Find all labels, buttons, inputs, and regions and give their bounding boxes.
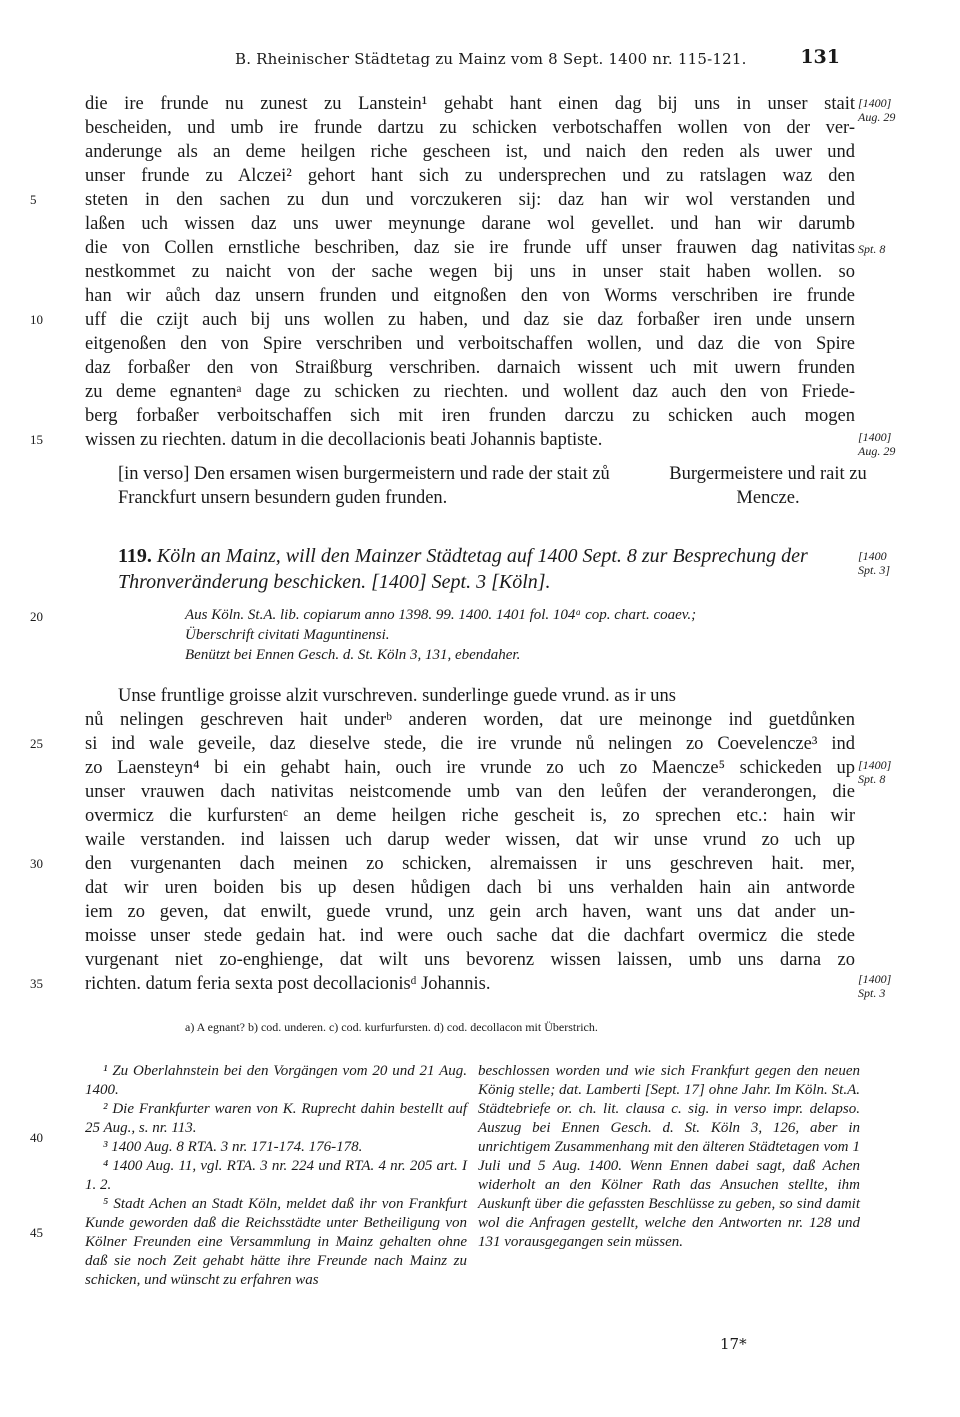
text-line: vurgenant niet zo-enghienge, dat wilt uns bevorenz wissen laissen, umb uns darna zo bbox=[85, 950, 855, 970]
address-sender: Burgermeistere und rait zu Mencze. bbox=[669, 464, 867, 508]
text-line: den vurgenanten dach meinen zo schicken, alremaissen ir uns geschreven hait. mer, bbox=[85, 854, 855, 874]
line-number: 20 bbox=[30, 609, 43, 624]
text-line: nestkommet zu naicht von der sache wegen bij uns in unser stait haben wollen. so bbox=[85, 262, 855, 282]
footnote: ⁵ Stadt Achen an Stadt Köln, meldet daß ihr von Frankfurt Kunde geworden daß die Reichsstädte unter Betheiligung von Kölner Freunden eine Versammlung in Mainz gehalten ohne daß sie noch Zeit gehabt hätte ihre Freunde nach Mainz zu schicken, und wünscht zu erfahren was bbox=[85, 1196, 467, 1288]
text-line: moisse unser stede gedain hat. ind were ouch sache dat die dachfart overmicz die stede bbox=[85, 926, 855, 946]
text-line: zo Laensteyn⁴ bi ein gehabt hain, ouch ire vrunde zo uch zo Maencze⁵ schickeden up bbox=[85, 758, 855, 778]
document-regest bbox=[118, 543, 858, 595]
critical-apparatus: a) A egnant? b) cod. underen. c) cod. kurfurfursten. d) cod. decollacon mit Überstrich. bbox=[185, 1020, 598, 1034]
text-line: nů nelingen geschreven hait underᵇ anderen worden, dat ure meinonge ind guetdůnken bbox=[85, 710, 855, 730]
margin-date: [1400] Aug. 29 bbox=[858, 96, 896, 124]
text-line: waile verstanden. ind laissen uch darup weder wissen, dat wir unse vrund zo uch up bbox=[85, 830, 855, 850]
text-line: die ire frunde nu zunest zu Lanstein¹ gehabt hant einen dag bij uns in unser stait bbox=[85, 94, 855, 114]
text-line: bescheiden, und umb ire frunde dartzu zu schicken verbotschaffen wollen von der ver- bbox=[85, 118, 855, 138]
text-line: zu deme egnantenᵃ dage zu schicken zu riechten. und wollent daz auch den von Friede- bbox=[85, 382, 855, 402]
footnotes-right-column bbox=[478, 1062, 860, 1252]
text-line: uff die czijt auch bij uns wollen zu haben, und daz sie daz forbaßer iren unde unsern bbox=[85, 310, 855, 330]
margin-date: [1400 Spt. 3] bbox=[858, 549, 891, 577]
line-number: 45 bbox=[30, 1225, 43, 1240]
text-line: richten. datum feria sexta post decollacionisᵈ Johannis. bbox=[85, 974, 491, 994]
text-line: daz forbaßer den von Straißburg verschriben. darnaich wissent uch mit uwern frunden bbox=[85, 358, 855, 378]
line-number: 10 bbox=[30, 312, 43, 327]
text-line: unser frunde zu Alczei² gehort hant sich zu undersprechen und zu ratslagen waz den bbox=[85, 166, 855, 186]
text-line: overmicz die kurfurstenᶜ an deme heilgen riche gescheit is, zo sprechen etc.: hain wir bbox=[85, 806, 855, 826]
document-number: 119. bbox=[118, 545, 152, 567]
footnotes-left-column bbox=[85, 1062, 467, 1290]
line-number: 15 bbox=[30, 432, 43, 447]
text-line: iem zo geven, dat enwilt, guede vrund, unz gein arch haven, want uns dat ander un- bbox=[85, 902, 855, 922]
text-line: eitgenoßen den von Spire verschriben und verboitschaffen wollen, und daz die von Spire bbox=[85, 334, 855, 354]
sheet-signature: 17* bbox=[720, 1335, 747, 1353]
line-number: 40 bbox=[30, 1130, 43, 1145]
text-line: steten in den sachen zu dun und vorczukeren sij: daz han wir wol verstanden und bbox=[85, 190, 855, 210]
text-line: si ind wale geveile, daz dieselve stede, die ire vrunde nů nelingen zo Coevelencze³ ind bbox=[85, 734, 855, 754]
footnote: ⁴ 1400 Aug. 11, vgl. RTA. 3 nr. 224 und RTA. 4 nr. 205 art. I 1. 2. bbox=[85, 1158, 467, 1193]
running-header bbox=[85, 44, 840, 74]
source-note bbox=[185, 605, 865, 665]
text-line: anderunge als an deme heilgen riche gescheen ist, und naich den reden als uwer und bbox=[85, 142, 855, 162]
text-line: han wir aůch daz unsern frunden und eitgnoßen den von Worms verschriben ire frunde bbox=[85, 286, 855, 306]
text-line: unser vrauwen dach nativitas neistcomende umb van den leůfen der veranderongen, die bbox=[85, 782, 855, 802]
text-line: berg forbaßer verboitschaffen sich mit iren frunden darczu zu schicken auch mogen bbox=[85, 406, 855, 426]
footnote: ³ 1400 Aug. 8 RTA. 3 nr. 171-174. 176-178. bbox=[103, 1139, 363, 1155]
running-head: B. Rheinischer Städtetag zu Mainz vom 8 Sept. 1400 nr. 115-121. bbox=[235, 50, 747, 68]
footnote-continuation: beschlossen worden und wie sich Frankfurt gegen den neuen König stelle; dat. Lamberti [Sept. 17] ohne Jahr. Im Köln. St.A. Städtebriefe or. ch. lit. clausa c. sig. in verso impr. delapso. Auszug bei Ennen Gesch. d. St. Köln 3, 126, aber in unrichtigem Zusammenhang mit den älteren Städtetagen vom 1 Juli und 5 Aug. 1400. Wenn Ennen dabei sagt, daß Achen widerholt an den Kölner Rath das Ansuchen stellte, ihm Auskunft über die gefassten Beschlüsse zu geben, so sind damit wol die Anfragen gestellt, welche den Antworten nr. 128 und 131 vorausgegangen sein müssen. bbox=[478, 1063, 860, 1250]
text-line: Unse fruntlige groisse alzit vurschreven. sunderlinge guede vrund. as ir uns bbox=[118, 686, 676, 706]
footnote: ¹ Zu Oberlahnstein bei den Vorgängen vom 20 und 21 Aug. 1400. bbox=[85, 1063, 467, 1098]
source-line: Aus Köln. St.A. lib. copiarum anno 1398. 99. 1400. 1401 fol. 104ᵃ cop. chart. coaev.; bbox=[185, 607, 697, 623]
source-line: Überschrift civitati Maguntinensi. bbox=[185, 627, 390, 643]
line-number: 30 bbox=[30, 856, 43, 871]
margin-date: Spt. 8 bbox=[858, 242, 886, 256]
line-number: 35 bbox=[30, 976, 43, 991]
source-line: Benützt bei Ennen Gesch. d. St. Köln 3, 131, ebendaher. bbox=[185, 647, 521, 663]
line-number: 25 bbox=[30, 736, 43, 751]
text-line: die von Collen ernstliche beschriben, daz sie ire frunde uff unser frauwen dag nativitas bbox=[85, 238, 855, 258]
address-verso: [in verso] Den ersamen wisen burgermeistern und rade der stait zů Franckfurt unsern besundern guden frunden. bbox=[118, 464, 610, 508]
text-line: laßen uch wissen daz uns uwer meynunge darane wol gevellet. und han wir darumb bbox=[85, 214, 855, 234]
margin-date: [1400] Aug. 29 bbox=[858, 430, 896, 458]
regest-text: Köln an Mainz, will den Mainzer Städtetag auf 1400 Sept. 8 zur Besprechung der Thronveränderung beschicken. [1400] Sept. 3 [Köln]. bbox=[118, 545, 808, 593]
page-number: 131 bbox=[800, 46, 840, 68]
text-line: wissen zu riechten. datum in die decollacionis beati Johannis baptiste. bbox=[85, 430, 603, 450]
margin-date: [1400] Spt. 3 bbox=[858, 972, 892, 1000]
line-number: 5 bbox=[30, 192, 37, 207]
margin-date: [1400] Spt. 8 bbox=[858, 758, 892, 786]
footnote: ² Die Frankfurter waren von K. Ruprecht dahin bestellt auf 25 Aug., s. nr. 113. bbox=[85, 1101, 467, 1136]
text-line: dat wir uren boiden bis up desen hůdigen dach bi uns verhalden hain ain antworde bbox=[85, 878, 855, 898]
